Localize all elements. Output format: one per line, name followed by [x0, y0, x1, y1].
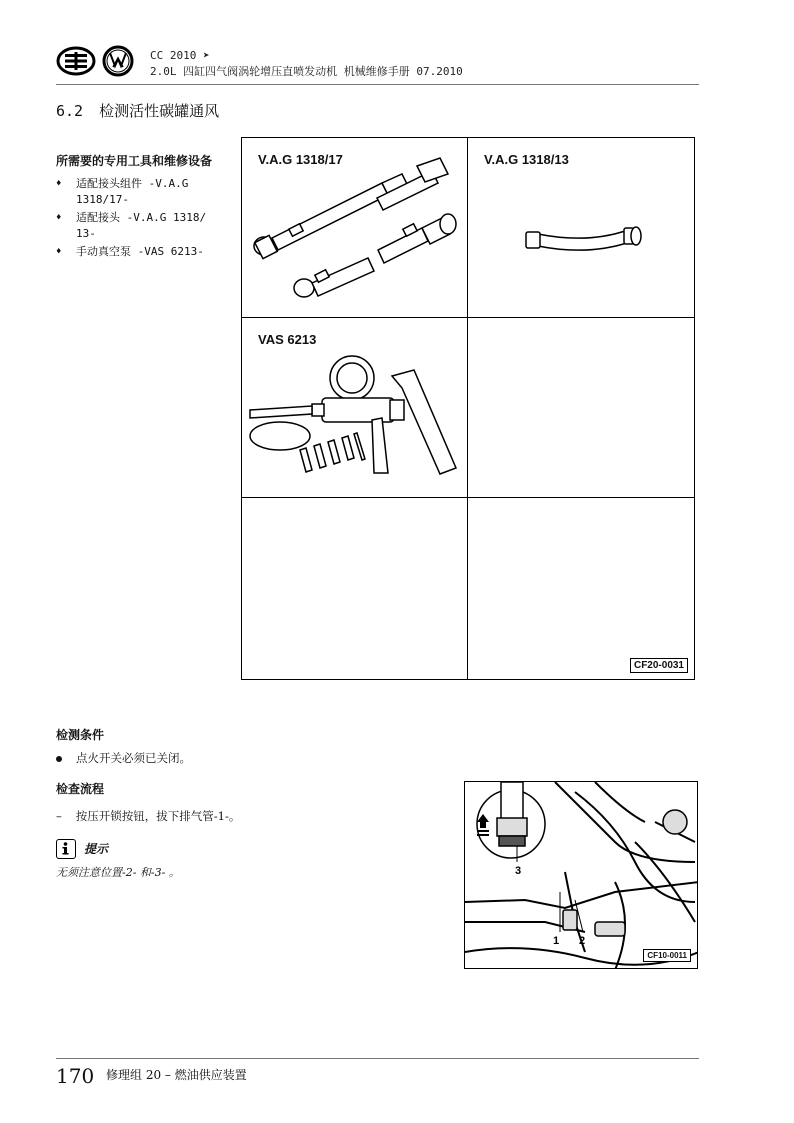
header-divider: [56, 84, 699, 85]
tool-cell-empty: [468, 318, 694, 498]
note-text: 无须注意位置-2- 和-3- 。: [56, 866, 180, 879]
callout-label: 3: [515, 865, 522, 877]
adapter-illustration: [468, 138, 694, 318]
note-label: 提示: [84, 842, 109, 856]
procedure-heading: 检查流程: [56, 782, 105, 796]
engine-photo: [464, 781, 698, 969]
vacuum-pump-illustration: [242, 318, 468, 498]
page-number: 170: [56, 1064, 95, 1088]
tool-cell-empty: [242, 498, 468, 679]
tool-cell-empty: [468, 498, 694, 679]
tool-cell-adapter: [468, 138, 694, 318]
procedure-step: – 按压开锁按钮，拔下排气管-1-。: [56, 809, 241, 823]
tool-cell-vacuum-pump: [242, 318, 468, 498]
figure-ref-code: CF20-0031: [630, 658, 688, 673]
list-item: ♦ 适配接头 -V.A.G 1318/ 13-: [56, 211, 207, 240]
tool-label: VAS 6213: [258, 332, 317, 347]
section-heading: 检测活性碳罐通风: [99, 102, 220, 120]
list-item: 点火开关必须已关闭。: [56, 750, 191, 766]
brand-logos: [56, 45, 136, 77]
info-icon: [56, 839, 76, 859]
list-item: ♦ 适配接头组件 -V.A.G 1318/17-: [56, 177, 189, 206]
tool-label: V.A.G 1318/17: [258, 152, 343, 167]
tool-label: V.A.G 1318/13: [484, 152, 569, 167]
footer-divider: [56, 1058, 699, 1059]
document-header: [150, 48, 463, 80]
tools-list: [56, 176, 232, 262]
callout-label: 1: [553, 935, 560, 947]
list-item: ♦ 手动真空泵 -VAS 6213-: [56, 245, 204, 258]
bullet-icon: [56, 756, 62, 762]
note: [56, 838, 108, 859]
header-manual-title: 2.0L 四缸四气阀涡轮增压直喷发动机 机械维修手册 07.2010: [150, 65, 463, 78]
header-model: CC 2010 ➤: [150, 49, 210, 62]
callout-label: 2: [579, 935, 586, 947]
footer-chapter: 修理组 20 – 燃油供应装置: [106, 1068, 247, 1082]
adapter-set-illustration: [242, 138, 468, 318]
tools-heading: 所需要的专用工具和维修设备: [56, 154, 213, 168]
tool-illustration-grid: [241, 137, 695, 680]
conditions-heading: 检测条件: [56, 728, 105, 742]
engine-bay-illustration: [465, 782, 698, 969]
figure-ref-code: CF10-0011: [643, 949, 691, 962]
section-number: 6.2: [56, 102, 84, 120]
tool-cell-adapter-set: [242, 138, 468, 318]
faw-logo: [58, 48, 94, 74]
section-title: [56, 100, 219, 121]
vw-logo: [104, 47, 132, 75]
